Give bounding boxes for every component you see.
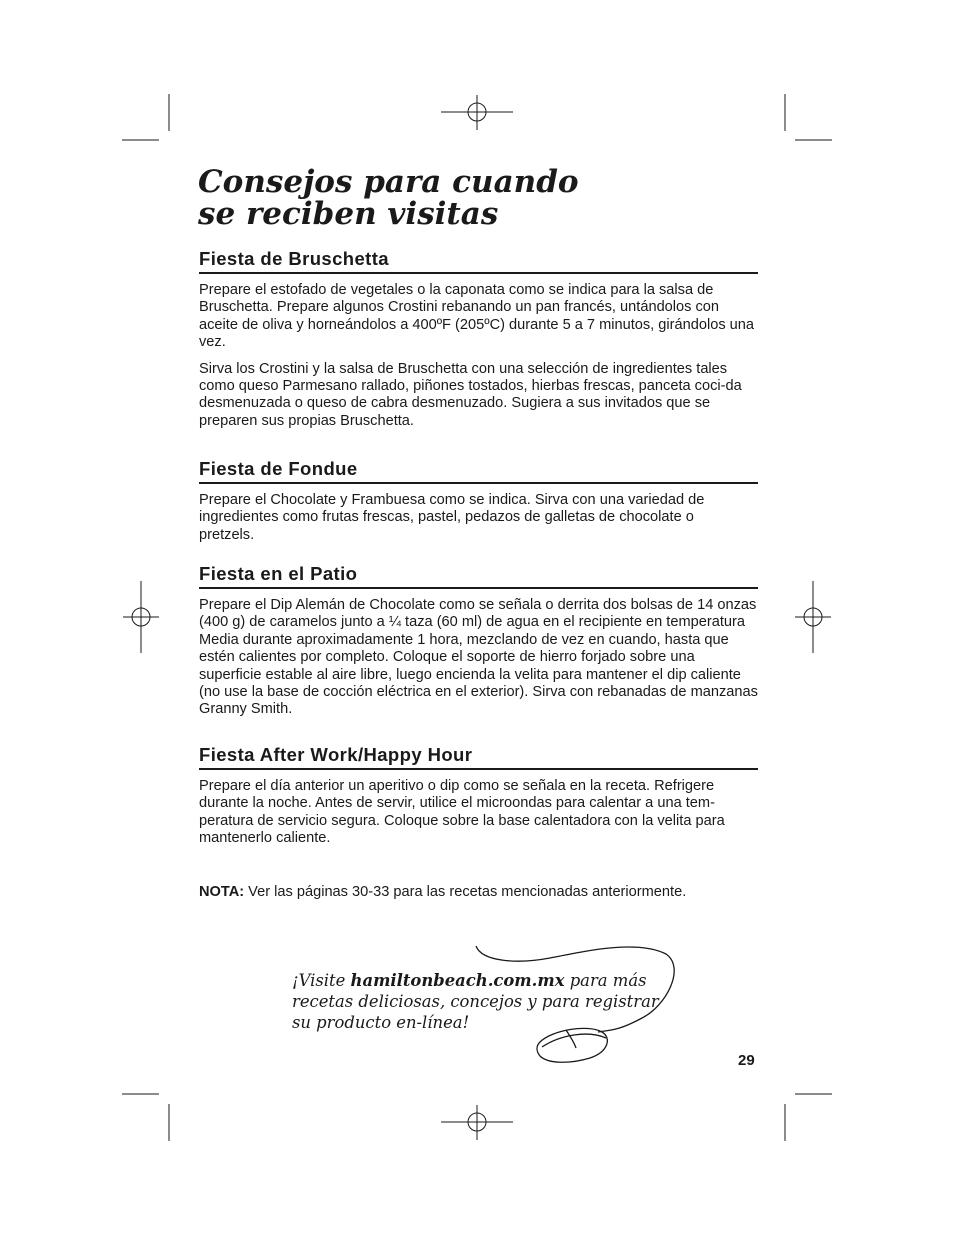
section-paragraph: Prepare el Dip Alemán de Chocolate como se señala o derrita dos bolsas de 14 onzas (400 g) de caramelos junto a ¼ taza (60 ml) de agua en el recipiente en temperatura Media durante aproximadamente 1 hora, mezclando de vez en cuando, hasta que estén calientes por completo. Coloque el soporte de hierro forjado sobre una superficie estable al aire libre, luego encienda la velita para mantener el dip caliente (no use la base de cocción eléctrica en el exterior). Sirva con rebanadas de manzanas Granny Smith. [199,597,758,718]
section-heading: Fiesta de Fondue [199,457,758,484]
registration-mark-icon [123,581,159,653]
note-text: Ver las páginas 30-33 para las recetas mencionadas anteriormente. [244,884,687,900]
registration-mark-icon [441,95,513,130]
registration-mark-icon [795,581,831,653]
page-number: 29 [738,1052,755,1069]
promo-prefix: ¡Visite [292,971,351,990]
section-heading: Fiesta de Bruschetta [199,247,758,274]
note [199,883,759,901]
page-title-line-2: se reciben visitas [198,196,499,232]
section-heading: Fiesta en el Patio [199,562,758,589]
section-bruschetta [199,247,758,430]
page-title-line-1: Consejos para cuando [198,164,579,200]
section-heading: Fiesta After Work/Happy Hour [199,743,758,770]
registration-mark-icon [441,1105,513,1140]
section-happy-hour [199,743,758,848]
section-paragraph: Prepare el día anterior un aperitivo o dip como se señala en la receta. Refrigere durante la noche. Antes de servir, utilice el microondas para calentar a una tem-peratura de servicio segura. Coloque sobre la base calentadora con la velita para mantenerlo caliente. [199,778,725,847]
promo-site-link[interactable]: hamiltonbeach.com.mx [350,971,565,990]
section-paragraph: Prepare el estofado de vegetales o la caponata como se indica para la salsa de Bruschetta. Prepare algunos Crostini rebanando un pan francés, untándolos con aceite de oliva y horneándolos a 400ºF (205ºC) durante 5 a 7 minutos, girándolos una vez. [199,282,755,351]
page-title [198,166,758,230]
section-paragraph: Sirva los Crostini y la salsa de Bruschetta con una selección de ingredientes tales como queso Parmesano rallado, piñones tostados, hierbas frescas, panceta coci-da desmenuzada o queso de cabra desmenuzado. Sugiera a sus invitados que se preparen sus propias Bruschetta. [199,360,742,429]
section-paragraph: Prepare el Chocolate y Frambuesa como se indica. Sirva con una variedad de ingredientes como frutas frescas, pastel, pedazos de galletas de chocolate o pretzels. [199,492,705,543]
section-fondue [199,457,758,544]
note-label: NOTA: [199,884,245,900]
promo-text [292,970,672,1033]
promo-suffix: para más recetas deliciosas, concejos y para registrar su producto en-línea! [292,971,659,1032]
section-patio [199,562,758,719]
